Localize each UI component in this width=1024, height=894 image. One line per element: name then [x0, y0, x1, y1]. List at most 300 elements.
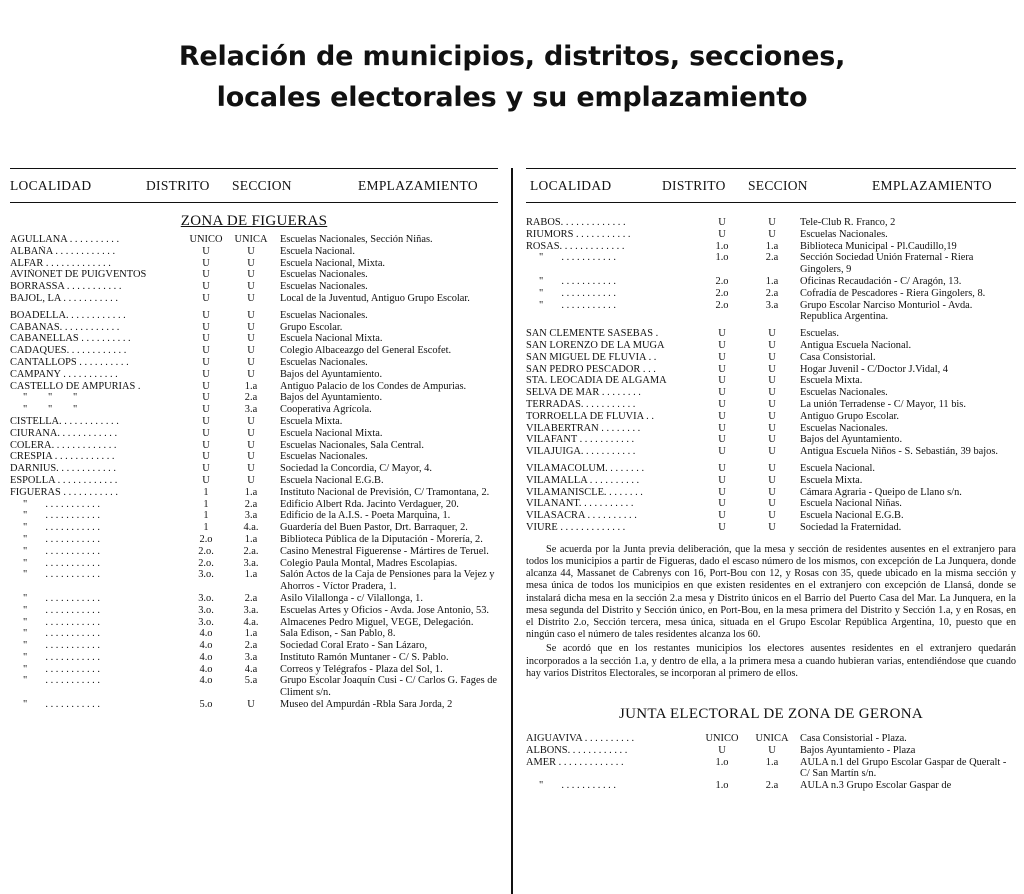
table-row [10, 246, 498, 258]
localidad-cell: CISTELLA. . . . . . . . . . . . [10, 415, 119, 427]
localidad-cell: FIGUERAS . . . . . . . . . . . [10, 486, 118, 498]
seccion-cell: U [247, 368, 255, 380]
table-row [526, 411, 1016, 423]
table-row [10, 440, 498, 452]
seccion-cell: U [768, 521, 776, 533]
distrito-cell: U [202, 439, 210, 451]
localidad-cell: CABANAS. . . . . . . . . . . . [10, 321, 120, 333]
localidad-cell: " . . . . . . . . . . . [526, 275, 616, 287]
seccion-cell: 3.a. [243, 557, 259, 569]
emplazamiento-cell: Biblioteca Pública de la Diputación - Morería, 2. [280, 533, 483, 545]
distrito-cell: UNICO [705, 732, 739, 744]
table-row [10, 605, 498, 617]
distrito-cell: U [718, 351, 726, 363]
emplazamiento-cell: Guardería del Buen Pastor, Drt. Barraquer, 2. [280, 522, 468, 534]
seccion-cell: U [247, 321, 255, 333]
distrito-cell: U [202, 463, 210, 475]
emplazamiento-cell: Colegio Albaceazgo del General Escofet. [280, 345, 452, 357]
distrito-cell: 2.o. [198, 557, 214, 569]
emplazamiento-cell: Escuelas Nacionales. [280, 451, 368, 463]
emplazamiento-cell: Escuela Nacional. [280, 245, 356, 257]
emplazamiento-cell: Instituto Ramón Muntaner - C/ S. Pablo. [280, 651, 449, 663]
distrito-cell: U [202, 245, 210, 257]
localidad-cell: VILAMALLA . . . . . . . . . . [526, 474, 640, 486]
seccion-cell: 1.a [244, 569, 258, 581]
table-row [10, 416, 498, 428]
header-distrito: DISTRITO [146, 178, 210, 193]
table-row [526, 217, 1016, 229]
localidad-cell: AGULLANA . . . . . . . . . . [10, 234, 120, 245]
seccion-cell: U [247, 281, 255, 293]
emplazamiento-cell: Escuela Nacional Mixta. [280, 333, 383, 345]
seccion-cell: U [768, 217, 776, 228]
localidad-cell: " . . . . . . . . . . . [10, 569, 100, 581]
table-row [526, 364, 1016, 376]
distrito-cell: U [718, 486, 726, 498]
right-table [526, 217, 1016, 534]
distrito-cell: U [718, 422, 726, 434]
emplazamiento-cell: Correos y Telégrafos - Plaza del Sol, 1. [280, 663, 443, 675]
localidad-cell: ESPOLLA . . . . . . . . . . . . [10, 474, 118, 486]
localidad-cell: CAMPANY . . . . . . . . . . . [10, 368, 118, 380]
table-row [10, 463, 498, 475]
distrito-cell: U [718, 410, 726, 422]
distrito-cell: 4.o [199, 628, 213, 640]
page-title [0, 36, 1024, 118]
localidad-cell: VILAFANT . . . . . . . . . . . [526, 434, 635, 446]
emplazamiento-cell: Escuelas Nacionales, Sala Central. [280, 439, 424, 451]
emplazamiento-cell: Casa Consistorial. [800, 351, 876, 363]
table-row [526, 375, 1016, 387]
localidad-cell: SAN PEDRO PESCADOR . . . [526, 363, 656, 375]
localidad-cell: " . . . . . . . . . . . [526, 780, 616, 792]
table-row [10, 293, 498, 305]
seccion-cell: 2.a [244, 640, 258, 652]
distrito-cell: 1.o [715, 240, 729, 252]
table-row [526, 757, 1016, 781]
emplazamiento-cell: Escuela Nacional Mixta. [280, 427, 383, 439]
distrito-cell: 5.o [199, 699, 213, 711]
table-row [10, 593, 498, 605]
seccion-cell: 4.a. [243, 616, 259, 628]
seccion-cell: U [768, 462, 776, 474]
localidad-cell: CRESPIA . . . . . . . . . . . . [10, 451, 115, 463]
seccion-cell: U [247, 292, 255, 304]
distrito-cell: U [718, 474, 726, 486]
localidad-cell: " . . . . . . . . . . . [10, 640, 100, 652]
emplazamiento-cell: Cámara Agraria - Queipo de Llano s/n. [800, 486, 962, 498]
table-row [10, 569, 498, 593]
gerona-table [526, 733, 1016, 792]
distrito-cell: U [718, 462, 726, 474]
seccion-cell: 1.a [765, 756, 779, 768]
distrito-cell: U [202, 380, 210, 392]
table-row [526, 423, 1016, 435]
table-row [526, 276, 1016, 288]
distrito-cell: U [202, 292, 210, 304]
localidad-cell: " . . . . . . . . . . . [10, 604, 100, 616]
localidad-cell: " . . . . . . . . . . . [526, 299, 616, 311]
table-row [526, 387, 1016, 399]
seccion-cell: U [247, 474, 255, 486]
seccion-cell: 1.a [244, 628, 258, 640]
distrito-cell: U [718, 363, 726, 375]
emplazamiento-cell: Museo del Ampurdán -Rbla Sara Jorda, 2 [280, 699, 453, 711]
table-row [10, 404, 498, 416]
header-seccion: SECCION [232, 178, 292, 193]
table-row [526, 780, 1016, 792]
table-row [10, 675, 498, 699]
emplazamiento-cell: Grupo Escolar. [280, 321, 343, 333]
localidad-cell: " . . . . . . . . . . . [10, 592, 100, 604]
localidad-cell: STA. LEOCADIA DE ALGAMA [526, 375, 667, 387]
seccion-cell: 3.a [244, 510, 258, 522]
seccion-cell: U [768, 228, 776, 240]
distrito-cell: 2.o [199, 533, 213, 545]
table-row [10, 522, 498, 534]
seccion-cell: U [768, 398, 776, 410]
distrito-cell: 2.o [715, 275, 729, 287]
distrito-cell: U [718, 398, 726, 410]
seccion-cell: U [247, 699, 255, 711]
table-row [10, 345, 498, 357]
localidad-cell: " . . . . . . . . . . . [526, 252, 616, 264]
localidad-cell: " . . . . . . . . . . . [10, 663, 100, 675]
emplazamiento-cell: Bajos del Ayuntamiento. [280, 368, 383, 380]
table-row [10, 546, 498, 558]
seccion-cell: 4.a. [243, 522, 259, 534]
emplazamiento-cell: La unión Terradense - C/ Mayor, 11 bis. [800, 398, 966, 410]
emplazamiento-cell: Escuela Nacional Niñas. [800, 498, 902, 510]
localidad-cell: AIGUAVIVA . . . . . . . . . . [526, 732, 635, 744]
seccion-cell: U [247, 245, 255, 257]
seccion-cell: U [247, 451, 255, 463]
table-row [526, 522, 1016, 534]
seccion-cell: U [247, 345, 255, 357]
seccion-cell: 2.a. [243, 545, 259, 557]
emplazamiento-cell: Sociedad la Concordia, C/ Mayor, 4. [280, 463, 432, 475]
distrito-cell: 1.o [715, 756, 729, 768]
distrito-cell: U [718, 498, 726, 510]
localidad-cell: TERRADAS. . . . . . . . . . . [526, 398, 636, 410]
localidad-cell: SAN LORENZO DE LA MUGA [526, 339, 665, 351]
title-line-2: locales electorales y su emplazamiento [216, 82, 808, 113]
seccion-cell: U [768, 744, 776, 756]
distrito-cell: 1 [203, 498, 209, 510]
distrito-cell: 4.o [199, 675, 213, 687]
seccion-cell: 1.a [244, 486, 258, 498]
distrito-cell: U [202, 404, 210, 416]
distrito-cell: 3.o. [198, 604, 214, 616]
distrito-cell: 2.o. [198, 545, 214, 557]
localidad-cell: AVIÑONET DE PUIGVENTOS [10, 269, 147, 281]
emplazamiento-cell: Hogar Juvenil - C/Doctor J.Vidal, 4 [800, 363, 948, 375]
table-row [10, 475, 498, 487]
distrito-cell: 1 [203, 522, 209, 534]
table-row [526, 252, 1016, 276]
localidad-cell: " . . . . . . . . . . . [10, 510, 100, 522]
emplazamiento-cell: Local de la Juventud, Antiguo Grupo Escolar. [280, 292, 470, 304]
emplazamiento-cell: Salón Actos de la Caja de Pensiones para la Vejez y Ahorros - Víctor Pradera, 1. [280, 569, 495, 593]
header-localidad: LOCALIDAD [10, 178, 92, 193]
seccion-cell: U [768, 387, 776, 399]
left-column [10, 168, 498, 711]
distrito-cell: U [718, 387, 726, 399]
zone-title-gerona: JUNTA ELECTORAL DE ZONA DE GERONA [618, 705, 924, 722]
table-row [526, 463, 1016, 475]
table-row [526, 487, 1016, 499]
localidad-cell: ALBONS. . . . . . . . . . . . [526, 744, 628, 756]
seccion-cell: 1.a [765, 240, 779, 252]
emplazamiento-cell: Sociedad Coral Erato - San Lázaro, [280, 640, 428, 652]
distrito-cell: U [202, 474, 210, 486]
distrito-cell: U [202, 281, 210, 293]
localidad-cell: " . . . . . . . . . . . [10, 628, 100, 640]
localidad-cell: CADAQUES. . . . . . . . . . . . [10, 345, 127, 357]
emplazamiento-cell: Bajos Ayuntamiento - Plaza [800, 744, 916, 756]
localidad-cell: VIURE . . . . . . . . . . . . . [526, 521, 626, 533]
seccion-cell: U [768, 339, 776, 351]
seccion-cell: UNICA [755, 732, 789, 744]
emplazamiento-cell: Escuela Mixta. [800, 474, 863, 486]
header-emplazamiento: EMPLAZAMIENTO [872, 178, 992, 193]
localidad-cell: VILAMACOLUM. . . . . . . . [526, 462, 645, 474]
seccion-cell: 2.a [244, 592, 258, 604]
localidad-cell: AMER . . . . . . . . . . . . . [526, 756, 624, 768]
localidad-cell: ROSAS. . . . . . . . . . . . . [526, 240, 625, 252]
seccion-cell: 5.a [244, 675, 258, 687]
emplazamiento-cell: Antiguo Palacio de los Condes de Ampurias. [280, 380, 467, 392]
table-row [10, 322, 498, 334]
distrito-cell: U [202, 451, 210, 463]
localidad-cell: BORRASSA . . . . . . . . . . . [10, 281, 122, 293]
distrito-cell: U [202, 427, 210, 439]
table-row [10, 234, 498, 246]
seccion-cell: 3.a [765, 299, 779, 311]
localidad-cell: VILANANT. . . . . . . . . . . [526, 498, 634, 510]
seccion-cell: U [768, 422, 776, 434]
emplazamiento-cell: AULA n.1 del Grupo Escolar Gaspar de Queralt - C/ San Martín s/n. [800, 756, 1007, 780]
emplazamiento-cell: Escuela Mixta. [800, 375, 863, 387]
emplazamiento-cell: Almacenes Pedro Miguel, VEGE, Delegación. [280, 616, 474, 628]
table-row [10, 269, 498, 281]
localidad-cell: " . . . . . . . . . . . [10, 675, 100, 687]
seccion-cell: U [768, 410, 776, 422]
emplazamiento-cell: Grupo Escolar Narciso Monturiol - Avda. Republica Argentina. [800, 299, 973, 323]
table-row [10, 499, 498, 511]
seccion-cell: U [247, 257, 255, 269]
localidad-cell: " . . . . . . . . . . . [10, 498, 100, 510]
seccion-cell: U [247, 415, 255, 427]
left-column-header [10, 168, 498, 203]
distrito-cell: U [718, 446, 726, 458]
emplazamiento-cell: Bajos del Ayuntamiento. [280, 392, 383, 404]
seccion-cell: U [768, 328, 776, 340]
column-divider [511, 168, 513, 894]
emplazamiento-cell: Escuelas Nacionales. [800, 387, 888, 399]
table-row [526, 300, 1016, 324]
seccion-cell: U [247, 439, 255, 451]
distrito-cell: 1.o [715, 252, 729, 264]
table-row [10, 664, 498, 676]
table-row [10, 699, 498, 711]
emplazamiento-cell: Escuela Mixta. [280, 415, 343, 427]
table-row [526, 733, 1016, 745]
table-row [10, 640, 498, 652]
emplazamiento-cell: Casino Menestral Figuerense - Mártires de Teruel. [280, 545, 489, 557]
distrito-cell: 1 [203, 486, 209, 498]
seccion-cell: U [247, 309, 255, 321]
emplazamiento-cell: Asilo Vilallonga - c/ Vilallonga, 1. [280, 592, 423, 604]
emplazamiento-cell: Escuelas Nacionales. [800, 228, 888, 240]
emplazamiento-cell: Sección Sociedad Unión Fraternal - Riera Gingolers, 9 [800, 252, 974, 276]
distrito-cell: U [202, 309, 210, 321]
seccion-cell: U [768, 474, 776, 486]
title-line-1: Relación de municipios, distritos, secciones, [178, 41, 846, 72]
distrito-cell: 2.o [715, 299, 729, 311]
emplazamiento-cell: Edificio Albert Rda. Jacinto Verdaguer, 20. [280, 498, 459, 510]
table-row [526, 475, 1016, 487]
paragraph-electores-ausentes: Se acordó que en los restantes municipios los electores ausentes residentes en el extranjero quedarán incorporados a la sección 1.a, y dentro de ella, a la primera mesa a cuando hubieran varias, entendiéndose que cuando hay varios Distritos Electorales, se incorporan al primero de ellos. [526, 643, 1016, 679]
localidad-cell: RABOS. . . . . . . . . . . . . [526, 217, 626, 228]
seccion-cell: 3.a. [243, 604, 259, 616]
distrito-cell: 1.o [715, 780, 729, 792]
table-row [10, 381, 498, 393]
distrito-cell: 1 [203, 510, 209, 522]
localidad-cell: " . . . . . . . . . . . [10, 522, 100, 534]
header-emplazamiento: EMPLAZAMIENTO [358, 178, 478, 193]
emplazamiento-cell: Tele-Club R. Franco, 2 [800, 217, 896, 228]
table-row [10, 534, 498, 546]
localidad-cell: " . . . . . . . . . . . [10, 545, 100, 557]
localidad-cell: RIUMORS . . . . . . . . . . . [526, 228, 631, 240]
distrito-cell: U [718, 510, 726, 522]
localidad-cell: " . . . . . . . . . . . [10, 557, 100, 569]
emplazamiento-cell: Escuela Nacional E.G.B. [800, 510, 904, 522]
localidad-cell: ALFAR . . . . . . . . . . . . . [10, 257, 111, 269]
seccion-cell: U [247, 356, 255, 368]
seccion-cell: U [247, 269, 255, 281]
localidad-cell: CASTELLO DE AMPURIAS . [10, 380, 141, 392]
distrito-cell: U [718, 328, 726, 340]
emplazamiento-cell: Antigua Escuela Niños - S. Sebastián, 39 bajos. [800, 446, 998, 458]
right-column [526, 168, 1016, 792]
emplazamiento-cell: Instituto Nacional de Previsión, C/ Tramontana, 2. [280, 486, 490, 498]
table-row [10, 258, 498, 270]
table-row [526, 340, 1016, 352]
table-row [10, 428, 498, 440]
localidad-cell: VILASACRA . . . . . . . . . . [526, 510, 637, 522]
localidad-cell: VILAJUIGA. . . . . . . . . . . [526, 446, 636, 458]
distrito-cell: 3.o. [198, 616, 214, 628]
distrito-cell: U [202, 269, 210, 281]
table-row [526, 352, 1016, 364]
distrito-cell: U [718, 744, 726, 756]
emplazamiento-cell: Antigua Escuela Nacional. [800, 339, 912, 351]
localidad-cell: " . . . . . . . . . . . [10, 616, 100, 628]
table-row [10, 510, 498, 522]
localidad-cell: ALBAÑA . . . . . . . . . . . . [10, 245, 116, 257]
seccion-cell: 2.a [244, 498, 258, 510]
table-row [10, 357, 498, 369]
seccion-cell: U [247, 427, 255, 439]
distrito-cell: 3.o. [198, 569, 214, 581]
seccion-cell: 1.a [244, 533, 258, 545]
table-row [526, 446, 1016, 458]
distrito-cell: U [718, 434, 726, 446]
emplazamiento-cell: Escuelas Nacionales, Sección Niñas. [280, 234, 433, 245]
table-row [10, 392, 498, 404]
distrito-cell: U [202, 356, 210, 368]
seccion-cell: 1.a [244, 380, 258, 392]
distrito-cell: U [718, 375, 726, 387]
table-row [526, 745, 1016, 757]
localidad-cell: COLERA. . . . . . . . . . . . . [10, 439, 117, 451]
emplazamiento-cell: Oficinas Recaudación - C/ Aragón, 13. [800, 275, 962, 287]
emplazamiento-cell: Escuelas Nacionales. [800, 422, 888, 434]
seccion-cell: U [768, 510, 776, 522]
emplazamiento-cell: Casa Consistorial - Plaza. [800, 732, 907, 744]
seccion-cell: U [768, 498, 776, 510]
seccion-cell: U [768, 434, 776, 446]
table-row [526, 288, 1016, 300]
seccion-cell: 2.a [765, 780, 779, 792]
emplazamiento-cell: Grupo Escolar Joaquín Cusi - C/ Carlos G. Fages de Climent s/n. [280, 675, 498, 699]
distrito-cell: U [202, 415, 210, 427]
localidad-cell: VILABERTRAN . . . . . . . . [526, 422, 641, 434]
emplazamiento-cell: Escuelas Artes y Oficios - Avda. Jose Antonio, 53. [280, 604, 490, 616]
localidad-cell: " . . . . . . . . . . . [526, 287, 616, 299]
distrito-cell: 3.o. [198, 592, 214, 604]
localidad-cell: " " " [10, 404, 78, 416]
seccion-cell: UNICA [234, 234, 268, 245]
zone-title-figueras: ZONA DE FIGUERAS [180, 213, 328, 229]
distrito-cell: U [718, 217, 726, 228]
table-row [10, 652, 498, 664]
table-row [10, 451, 498, 463]
emplazamiento-cell: Escuelas Nacionales. [280, 356, 368, 368]
emplazamiento-cell: Colegio Paula Montal, Madres Escolapias. [280, 557, 458, 569]
emplazamiento-cell: Bajos del Ayuntamiento. [800, 434, 903, 446]
table-row [526, 241, 1016, 253]
emplazamiento-cell: Cofradía de Pescadores - Riera Gingolers, 8. [800, 287, 986, 299]
table-row [10, 369, 498, 381]
distrito-cell: 4.o [199, 640, 213, 652]
table-row [526, 498, 1016, 510]
distrito-cell: U [202, 392, 210, 404]
emplazamiento-cell: Edificio de la A.I.S. - Poeta Marquina, 1. [280, 510, 451, 522]
table-row [526, 434, 1016, 446]
distrito-cell: U [718, 228, 726, 240]
distrito-cell: U [202, 333, 210, 345]
emplazamiento-cell: Sala Edison, - San Pablo, 8. [280, 628, 396, 640]
localidad-cell: SAN CLEMENTE SASEBAS . [526, 328, 659, 340]
localidad-cell: TORROELLA DE FLUVIA . . [526, 410, 654, 422]
emplazamiento-cell: Sociedad la Fraternidad. [800, 521, 902, 533]
seccion-cell: 2.a [765, 287, 779, 299]
localidad-cell: CIURANA. . . . . . . . . . . . [10, 427, 118, 439]
table-row [10, 628, 498, 640]
distrito-cell: U [718, 339, 726, 351]
localidad-cell: CANTALLOPS . . . . . . . . . . [10, 356, 129, 368]
distrito-cell: U [202, 321, 210, 333]
emplazamiento-cell: Escuela Nacional. [800, 462, 876, 474]
localidad-cell: " . . . . . . . . . . . [10, 651, 100, 663]
right-column-header [526, 168, 1016, 203]
header-distrito: DISTRITO [662, 178, 726, 193]
seccion-cell: 3.a [244, 404, 258, 416]
table-row [526, 399, 1016, 411]
